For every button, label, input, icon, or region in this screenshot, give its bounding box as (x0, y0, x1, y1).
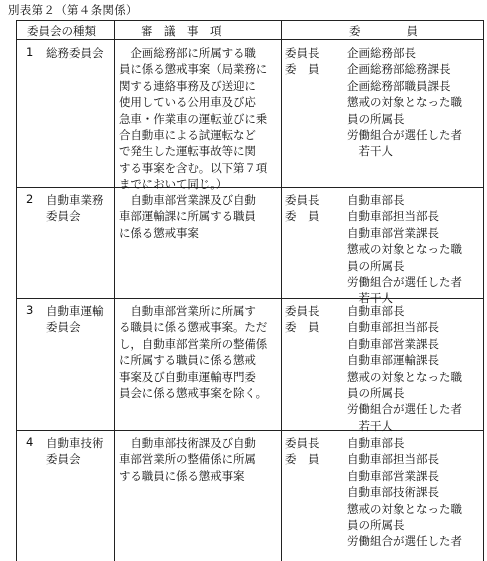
member-item: 労働組合が選任した者 (347, 534, 462, 549)
role-member: 委 員 (285, 452, 320, 467)
member-item: 自動車部運輸課長 (347, 353, 439, 368)
member-item: 労働組合が選任した者 (347, 402, 462, 417)
member-item: 自動車部長 (347, 304, 405, 318)
member-item: 員の所属長 (347, 385, 405, 400)
matter-line: 関する連絡事務及び送迎に (119, 78, 256, 93)
matter-line: する職員に係る懲戒事案 (119, 468, 245, 483)
member-item: 自動車部営業課長 (347, 468, 439, 483)
matter-line: 自動車部技術課及び自動 (119, 436, 256, 450)
row-number: 2 (26, 192, 34, 206)
matter-line: に係る懲戒事案 (119, 225, 199, 240)
member-item: 企画総務部職員課長 (347, 78, 451, 93)
member-roles (285, 303, 320, 336)
matter-line: る職員に係る懲戒事案。ただ (119, 320, 268, 335)
table-caption: 別表第２（第４条関係） (8, 3, 138, 17)
committee-name-line: 委員会 (46, 452, 81, 467)
matter-line: に所属する職員に係る懲戒 (119, 353, 256, 368)
role-member: 委 員 (285, 209, 320, 224)
member-item: 懲戒の対象となった職 (347, 242, 462, 257)
member-item: 企画総務部長 (347, 46, 416, 60)
deliberation-matter (119, 303, 267, 401)
matter-line: 自動車部営業所に所属す (119, 304, 256, 318)
member-item: 自動車部長 (347, 436, 405, 450)
committee-name-line: 自動車技術 (46, 436, 104, 450)
matter-line: 車部運輸課に所属する職員 (119, 209, 256, 224)
member-item: 労働組合が選任した者 (347, 274, 462, 289)
deliberation-matter (119, 435, 256, 484)
matter-line: 車部営業所の整備係に所属 (119, 452, 256, 467)
member-item: 若干人 (347, 418, 393, 433)
member-item: 企画総務部総務課長 (347, 62, 451, 77)
matter-line: 事案及び自動車運輸専門委 (119, 369, 256, 384)
header-kind: 委員会の種類 (27, 24, 96, 38)
header-divider (17, 39, 483, 40)
member-list (347, 435, 462, 550)
matter-line: で発生した運転事故等に関 (119, 144, 256, 159)
member-item: 懲戒の対象となった職 (347, 95, 462, 110)
role-member: 委 員 (285, 320, 320, 335)
member-item: 労働組合が選任した者 (347, 127, 462, 142)
committee-name (46, 192, 104, 225)
member-roles (285, 45, 320, 78)
committee-name-line: 総務委員会 (46, 46, 104, 60)
member-item: 懲戒の対象となった職 (347, 369, 462, 384)
member-item: 自動車部担当部長 (347, 209, 439, 224)
member-item: 自動車部長 (347, 193, 405, 207)
member-item: 員の所属長 (347, 111, 405, 126)
member-list (347, 192, 462, 307)
matter-line: 自動車部営業課及び自動 (119, 193, 256, 207)
matter-line: 員会に係る懲戒事案を除く。 (119, 385, 267, 400)
role-member: 委 員 (285, 62, 320, 77)
role-chair: 委員長 (285, 436, 320, 450)
member-item: 自動車部営業課長 (347, 336, 439, 351)
matter-line: し，自動車部営業所の整備係 (119, 336, 268, 351)
committee-name (46, 303, 104, 336)
committee-name (46, 435, 104, 468)
role-chair: 委員長 (285, 46, 320, 60)
member-item: 若干人 (347, 144, 393, 159)
member-list (347, 303, 462, 434)
column-divider (281, 21, 282, 561)
member-item: 若干人 (347, 291, 393, 306)
member-item: 員の所属長 (347, 258, 405, 273)
matter-line: 員に係る懲戒事案（局業務に (119, 62, 268, 77)
matter-line: までにおいて同じ。） (119, 177, 228, 192)
committee-name-line: 委員会 (46, 209, 81, 224)
member-item: 自動車部技術課長 (347, 485, 439, 500)
member-item: 自動車部担当部長 (347, 452, 439, 467)
member-roles (285, 192, 320, 225)
matter-line: する事案を含む。以下第７項 (119, 160, 268, 175)
role-chair: 委員長 (285, 193, 320, 207)
matter-line: 急車・作業車の運転並びに乗 (119, 111, 268, 126)
header-members: 委 員 (349, 24, 418, 38)
member-item: 員の所属長 (347, 517, 405, 532)
member-roles (285, 435, 320, 468)
committee-name-line: 自動車運輸 (46, 304, 104, 318)
member-list (347, 45, 462, 160)
deliberation-matter (119, 45, 267, 193)
role-chair: 委員長 (285, 304, 320, 318)
committee-name-line: 委員会 (46, 320, 81, 335)
deliberation-matter (119, 192, 256, 241)
committee-name (46, 45, 104, 61)
member-item: 自動車部営業課長 (347, 225, 439, 240)
matter-line: 使用している公用車及び応 (119, 95, 256, 110)
member-item: 自動車部担当部長 (347, 320, 439, 335)
header-matter: 審 議 事 項 (141, 24, 222, 38)
matter-line: 企画総務部に所属する職 (119, 46, 256, 60)
committee-table (16, 20, 484, 561)
row-number: 3 (26, 303, 34, 317)
column-divider (114, 21, 115, 561)
committee-name-line: 自動車業務 (46, 193, 104, 207)
member-item: 懲戒の対象となった職 (347, 501, 462, 516)
matter-line: 合自動車による試運転など (119, 127, 256, 142)
row-number: 1 (26, 45, 34, 59)
row-number: 4 (26, 435, 34, 449)
